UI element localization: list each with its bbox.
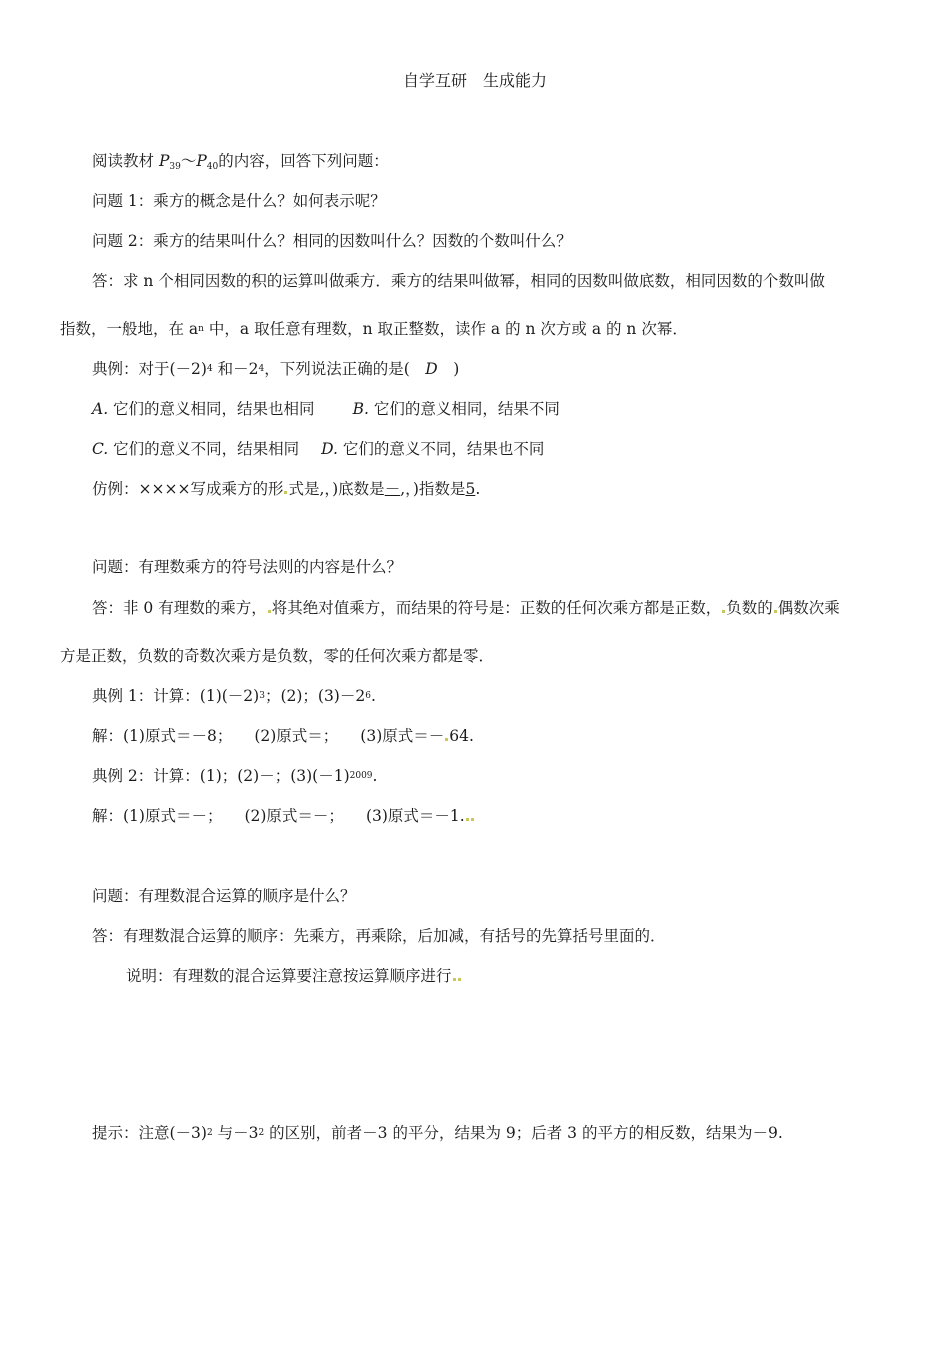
imitation-example: 仿例：××××写成乘方的形 式是,，)底数是－,，)指数是5. xyxy=(92,480,481,498)
option-d-letter: D. xyxy=(321,440,338,458)
sign-rule-question: 问题：有理数乘方的符号法则的内容是什么？ xyxy=(92,558,403,576)
solution-1: 解：(1)原式＝－8； (2)原式＝； (3)原式＝－ 64. xyxy=(92,727,474,745)
example-question: 典例：对于$(-2)^4$ 和$-2^4$，下列说法正确的是( D ) xyxy=(92,360,460,378)
option-a-letter: A. xyxy=(92,400,109,418)
reading-intro: 阅读教材 $P_{39}\sim P_{40}$的内容，回答下列问题： xyxy=(92,152,389,172)
tip-line: 提示：注意$(-3)^2$ 与$-3^2$ 的区别，前者－3 的平分，结果为 9；后者 3 的平方的相反数，结果为－9. xyxy=(92,1124,783,1142)
option-c-letter: C. xyxy=(92,440,109,458)
question-1: 问题 1：乘方的概念是什么？如何表示呢？ xyxy=(92,192,386,210)
option-d-text: 它们的意义不同，结果也不同 xyxy=(337,440,545,458)
option-b-letter: B. xyxy=(352,400,369,418)
option-a-text: 它们的意义相同，结果也相同 xyxy=(108,400,315,418)
mixed-ops-answer: 答：有理数混合运算的顺序：先乘方，再乘除，后加减，有括号的先算括号里面的． xyxy=(92,927,666,945)
options-row-cd xyxy=(92,439,544,459)
mixed-ops-note: 说明：有理数的混合运算要注意按运算顺序进行 xyxy=(126,966,462,986)
sign-rule-answer-1: 答：非 0 有理数的乘方， 将其绝对值乘方，而结果的符号是：正数的任何次乘方都是正数， 负数的 偶数次乘 xyxy=(92,599,840,617)
page-title: 自学互研 生成能力 xyxy=(402,71,547,90)
sign-rule-answer-2: 方是正数，负数的奇数次乘方是负数，零的任何次乘方都是零． xyxy=(60,647,495,665)
example-1: 典例 1：计算：$(1)(-2)^3$；(2)；$(3)-2^6$. xyxy=(92,687,376,705)
solution-2: 解：(1)原式＝－； (2)原式＝－； (3)原式＝－1. xyxy=(92,806,475,826)
answer-line-2: 指数，一般地，在 $a^n$ 中，a 取任意有理数，n 取正整数，读作 a 的 n 次方或 a 的 n 次幂． xyxy=(60,320,688,338)
answer-line-1: 答：求 n 个相同因数的积的运算叫做乘方．乘方的结果叫做幂，相同的因数叫做底数，相同因数的个数叫做 xyxy=(92,272,825,290)
option-b-text: 它们的意义相同，结果不同 xyxy=(368,400,560,418)
options-row-ab xyxy=(92,399,560,419)
question-2: 问题 2：乘方的结果叫什么？相同的因数叫什么？因数的个数叫什么？ xyxy=(92,232,572,250)
example-answer: D xyxy=(425,360,438,378)
option-c-text: 它们的意义不同，结果相同 xyxy=(108,440,300,458)
mixed-ops-question: 问题：有理数混合运算的顺序是什么？ xyxy=(92,887,356,905)
example-2: 典例 2：计算：(1)；(2)－；$(3)(-1)^{2009}$. xyxy=(92,767,378,785)
